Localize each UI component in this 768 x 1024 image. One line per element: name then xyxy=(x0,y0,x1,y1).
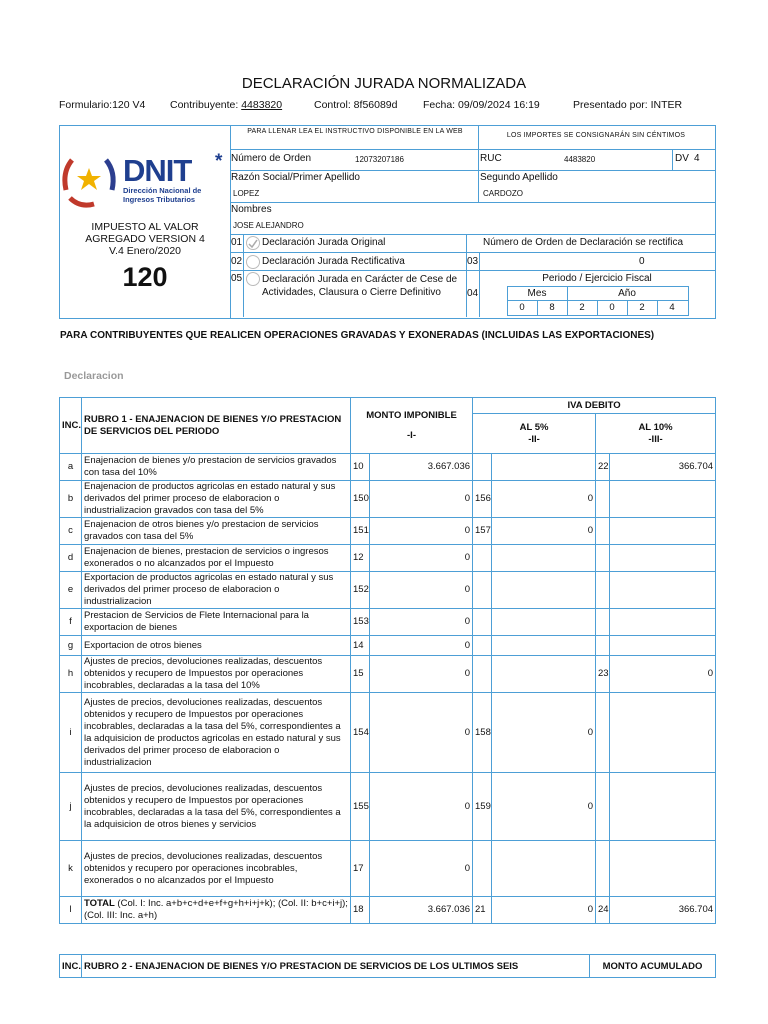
row-desc: Ajustes de precios, devoluciones realizadas, descuentos obtenidos y recupero de Impuestos por operaciones incobrables, declaradas a la tasa del 10% xyxy=(82,656,351,693)
opt01-label: Declaración Jurada Original xyxy=(262,237,386,248)
row-inc: j xyxy=(60,773,82,841)
row-inc: h xyxy=(60,656,82,693)
dv-label: DV xyxy=(675,153,689,164)
row-code2 xyxy=(473,636,492,656)
row-code2: 157 xyxy=(473,518,492,545)
table-row xyxy=(60,545,716,572)
row-value1: 0 xyxy=(370,773,473,841)
row-code3 xyxy=(596,481,610,518)
dnit-star: * xyxy=(215,151,223,172)
row-value3 xyxy=(610,773,716,841)
row-code1: 152 xyxy=(351,572,370,609)
row-value2 xyxy=(492,636,596,656)
presentado-por: Presentado por: INTER xyxy=(573,99,683,111)
row-code3 xyxy=(596,518,610,545)
opt02-code: 02 xyxy=(231,256,243,267)
total-value1: 3.667.036 xyxy=(370,897,473,924)
rubro1-table xyxy=(59,397,716,924)
contribuyente-label: Contribuyente: xyxy=(170,99,239,111)
row-value2: 0 xyxy=(492,773,596,841)
al5-label: AL 5% xyxy=(519,421,549,433)
anio-label: Año xyxy=(618,288,636,299)
inc-header: INC. xyxy=(60,398,82,454)
row-code3 xyxy=(596,693,610,773)
row-code3 xyxy=(596,773,610,841)
formulario-label: Formulario:120 V4 xyxy=(59,99,146,111)
row-value1: 0 xyxy=(370,636,473,656)
row-code2: 158 xyxy=(473,693,492,773)
table-row xyxy=(60,773,716,841)
al5-col-id: -II- xyxy=(528,433,540,445)
total-value2: 0 xyxy=(492,897,596,924)
table-row xyxy=(60,518,716,545)
row-inc: b xyxy=(60,481,82,518)
row-desc: Enajenacion de otros bienes y/o prestacion de servicios gravados con tasa del 5% xyxy=(82,518,351,545)
al10-col-id: -III- xyxy=(648,433,663,445)
row-desc: Enajenacion de bienes, prestacion de servicios o ingresos exonerados o no alcanzados por el Impuesto xyxy=(82,545,351,572)
opt02-checkbox[interactable] xyxy=(246,255,260,269)
table-row xyxy=(60,636,716,656)
table-row xyxy=(60,454,716,481)
table-row xyxy=(60,841,716,897)
monto-imponible-label: MONTO IMPONIBLE xyxy=(366,409,457,421)
nombres-label: Nombres xyxy=(231,204,272,215)
row-value1: 0 xyxy=(370,609,473,636)
row-inc: i xyxy=(60,693,82,773)
monto-imponible-header xyxy=(351,398,473,454)
row-value2: 0 xyxy=(492,693,596,773)
segundo-apellido-label: Segundo Apellido xyxy=(480,172,558,183)
rubro2-table xyxy=(59,954,716,978)
row-code1: 153 xyxy=(351,609,370,636)
row-code3: 22 xyxy=(596,454,610,481)
row-code2 xyxy=(473,545,492,572)
contribuyente-link[interactable]: 4483820 xyxy=(241,99,283,111)
total-formula: (Col. I: Inc. a+b+c+d+e+f+g+h+i+j+k); (Col. II: b+c+i+j); (Col. III: Inc. a+h) xyxy=(84,898,348,921)
control-code: Control: 8f56089d xyxy=(314,99,398,111)
row-code2 xyxy=(473,609,492,636)
table-row xyxy=(60,481,716,518)
row-code3: 23 xyxy=(596,656,610,693)
row-value3: 366.704 xyxy=(610,454,716,481)
row-code1: 10 xyxy=(351,454,370,481)
opt05-label: Declaración Jurada en Carácter de Cese de Actividades, Clausura o Cierre Definitivo xyxy=(262,274,458,298)
period-digit: 2 xyxy=(579,302,585,313)
table-row xyxy=(60,609,716,636)
ruc-label: RUC xyxy=(480,153,502,164)
fecha: Fecha: 09/09/2024 16:19 xyxy=(423,99,540,111)
row-code3 xyxy=(596,572,610,609)
document-title: DECLARACIÓN JURADA NORMALIZADA xyxy=(241,75,527,92)
rubro1-body xyxy=(60,454,716,924)
row-value1: 0 xyxy=(370,481,473,518)
form-number: 120 xyxy=(122,262,168,292)
table-row xyxy=(60,572,716,609)
opt01-checkbox[interactable] xyxy=(246,236,260,250)
opt05-code: 05 xyxy=(231,273,243,284)
row-code1: 151 xyxy=(351,518,370,545)
dv-value: 4 xyxy=(694,153,700,164)
impuesto-info xyxy=(60,221,230,257)
al10-header xyxy=(596,414,716,454)
iva-debito-header: IVA DEBITO xyxy=(473,398,716,414)
row-code2 xyxy=(473,454,492,481)
impuesto-line1: IMPUESTO AL VALOR xyxy=(91,221,199,233)
row-desc: Prestacion de Servicios de Flete Internacional para la exportacion de bienes xyxy=(82,609,351,636)
row-value1: 0 xyxy=(370,841,473,897)
row-code1: 150 xyxy=(351,481,370,518)
row-inc: f xyxy=(60,609,82,636)
numero-orden-value: 12073207186 xyxy=(355,155,404,164)
total-desc xyxy=(82,897,351,924)
row-value3 xyxy=(610,841,716,897)
row-code2 xyxy=(473,656,492,693)
razon-social-label: Razón Social/Primer Apellido xyxy=(231,172,360,183)
row-code2: 159 xyxy=(473,773,492,841)
opt05-checkbox[interactable] xyxy=(246,272,260,286)
total-code2: 21 xyxy=(473,897,492,924)
row-value3 xyxy=(610,693,716,773)
row-code2 xyxy=(473,841,492,897)
row-value1: 0 xyxy=(370,693,473,773)
row-value3 xyxy=(610,636,716,656)
row-code3 xyxy=(596,609,610,636)
row-code3 xyxy=(596,545,610,572)
rectifica-value: 0 xyxy=(639,256,645,267)
table-row xyxy=(60,693,716,773)
row-value2 xyxy=(492,841,596,897)
row-value3 xyxy=(610,545,716,572)
dnit-brand: DNIT xyxy=(123,153,192,188)
row-value3 xyxy=(610,481,716,518)
row-inc: e xyxy=(60,572,82,609)
al10-label: AL 10% xyxy=(638,421,673,433)
row-code1: 15 xyxy=(351,656,370,693)
dnit-sub1: Dirección Nacional de xyxy=(123,186,202,195)
mes-label: Mes xyxy=(527,288,547,299)
row-value2 xyxy=(492,545,596,572)
row-desc: Enajenacion de bienes y/o prestacion de servicios gravados con tasa del 10% xyxy=(82,454,351,481)
numero-orden-label: Número de Orden xyxy=(231,153,312,164)
declaracion-tab[interactable]: Declaracion xyxy=(64,370,124,382)
table-row xyxy=(60,656,716,693)
row-desc: Ajustes de precios, devoluciones realizadas, descuentos obtenidos y recupero de Impuestos por operaciones incobrables, declaradas a la tasa del 5%, correspondientes a la adquisicion de otros bienes y servicios xyxy=(82,773,351,841)
rubro2-title: RUBRO 2 - ENAJENACION DE BIENES Y/O PRESTACION DE SERVICIOS DE LOS ULTIMOS SEIS xyxy=(82,955,590,978)
row-value1: 0 xyxy=(370,545,473,572)
row-value3: 0 xyxy=(610,656,716,693)
row-value2: 0 xyxy=(492,481,596,518)
row-value1: 0 xyxy=(370,518,473,545)
row-inc: c xyxy=(60,518,82,545)
total-code3: 24 xyxy=(596,897,610,924)
periodo-label: Periodo / Ejercicio Fiscal xyxy=(542,273,652,284)
segundo-apellido-value: CARDOZO xyxy=(483,189,523,198)
row-value2 xyxy=(492,572,596,609)
row-code2: 156 xyxy=(473,481,492,518)
row-inc: a xyxy=(60,454,82,481)
period-digit: 2 xyxy=(639,302,645,313)
row-value3 xyxy=(610,518,716,545)
rubro2-monto-header: MONTO ACUMULADO xyxy=(590,955,716,978)
row-code1: 14 xyxy=(351,636,370,656)
row-desc: Enajenacion de productos agricolas en estado natural y sus derivados del primer proceso de elaboracion o industrializacion gravados con tasa del 5% xyxy=(82,481,351,518)
total-row xyxy=(60,897,716,924)
row-inc: k xyxy=(60,841,82,897)
row-value1: 0 xyxy=(370,572,473,609)
check-icon xyxy=(247,238,259,250)
row-code2 xyxy=(473,572,492,609)
period-digit: 4 xyxy=(669,302,675,313)
row-desc: Ajustes de precios, devoluciones realizadas, descuentos obtenidos y recupero de Impuestos por operaciones incobrables, declaradas a la tasa del 5%, correspondientes a la adquisicion de productos agricolas en estado natural y sus derivados del primer proceso de elaboracion o industrializacion xyxy=(82,693,351,773)
row-inc: d xyxy=(60,545,82,572)
opt01-code: 01 xyxy=(231,237,243,248)
ruc-value: 4483820 xyxy=(564,155,596,164)
contribuyente xyxy=(170,99,282,111)
row-value1: 3.667.036 xyxy=(370,454,473,481)
code-04: 04 xyxy=(467,288,479,299)
total-code1: 18 xyxy=(351,897,370,924)
instructivo-note: PARA LLENAR LEA EL INSTRUCTIVO DISPONIBLE EN LA WEB xyxy=(247,128,463,135)
dnit-sub2: Ingresos Tributarios xyxy=(123,195,196,204)
rectifica-orden-label: Número de Orden de Declaración se rectifica xyxy=(483,237,684,248)
row-desc: Exportacion de productos agricolas en estado natural y sus derivados del primer proceso de elaboracion o industrializacion xyxy=(82,572,351,609)
monto-col-id: -I- xyxy=(407,429,416,441)
section-title: PARA CONTRIBUYENTES QUE REALICEN OPERACIONES GRAVADAS Y EXONERADAS (INCLUIDAS LAS EXPORTACIONES) xyxy=(60,330,655,341)
row-code3 xyxy=(596,841,610,897)
row-value2 xyxy=(492,609,596,636)
nombres-value: JOSE ALEJANDRO xyxy=(233,221,304,230)
row-code3 xyxy=(596,636,610,656)
row-desc: Ajustes de precios, devoluciones realizadas, descuentos obtenidos y recupero por operaciones incobrables, exonerados o no alcanzados por el Impuesto xyxy=(82,841,351,897)
code-03: 03 xyxy=(467,256,479,267)
row-inc: g xyxy=(60,636,82,656)
al5-header xyxy=(473,414,596,454)
row-code1: 12 xyxy=(351,545,370,572)
row-value2 xyxy=(492,454,596,481)
total-label: TOTAL xyxy=(84,898,115,909)
period-digit: 8 xyxy=(549,302,555,313)
row-desc: Exportacion de otros bienes xyxy=(82,636,351,656)
importes-note: LOS IMPORTES SE CONSIGNARÁN SIN CÉNTIMOS xyxy=(506,132,686,139)
row-value2: 0 xyxy=(492,518,596,545)
row-value3 xyxy=(610,572,716,609)
row-code1: 17 xyxy=(351,841,370,897)
row-code1: 154 xyxy=(351,693,370,773)
period-digit: 0 xyxy=(609,302,615,313)
total-inc: l xyxy=(60,897,82,924)
row-value3 xyxy=(610,609,716,636)
opt02-label: Declaración Jurada Rectificativa xyxy=(262,256,405,267)
row-value1: 0 xyxy=(370,656,473,693)
razon-social-value: LOPEZ xyxy=(233,189,260,198)
rubro1-title: RUBRO 1 - ENAJENACION DE BIENES Y/O PRESTACION DE SERVICIOS DEL PERIODO xyxy=(82,398,351,454)
dnit-logo xyxy=(60,150,228,210)
period-digit: 0 xyxy=(519,302,525,313)
rubro2-inc-header: INC. xyxy=(60,955,82,978)
total-value3: 366.704 xyxy=(610,897,716,924)
row-value2 xyxy=(492,656,596,693)
impuesto-line2: AGREGADO VERSION 4 xyxy=(85,233,205,245)
impuesto-version: V.4 Enero/2020 xyxy=(108,245,181,257)
row-code1: 155 xyxy=(351,773,370,841)
